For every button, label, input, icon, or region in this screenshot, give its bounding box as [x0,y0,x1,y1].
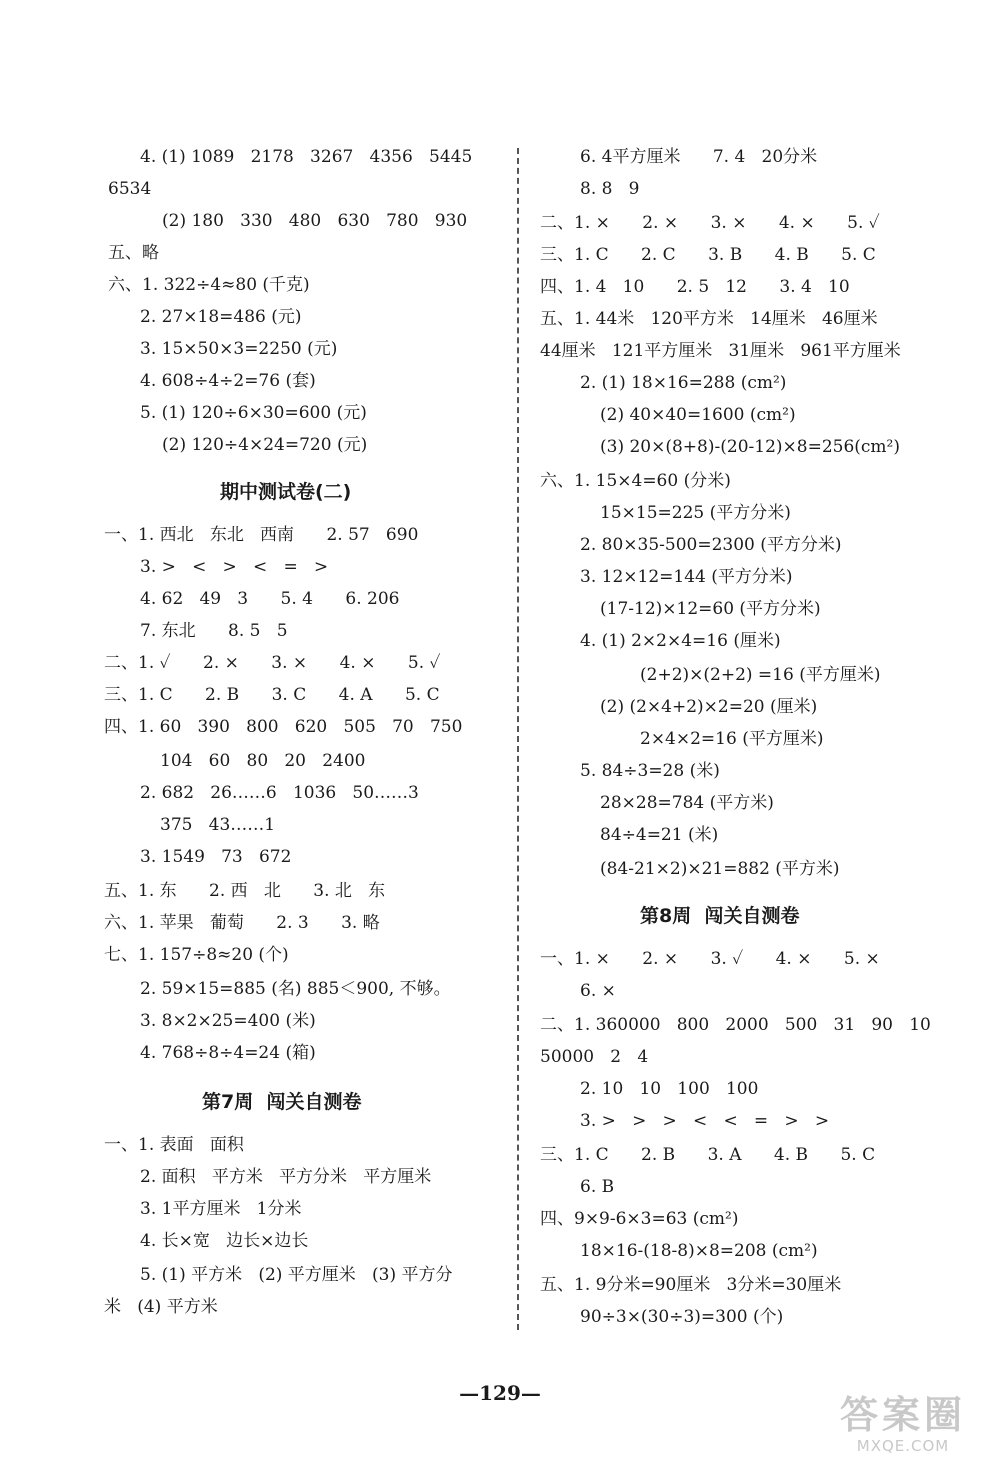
answer-line: 四、1. 60 390 800 620 505 70 750 [104,717,463,737]
answer-line: (84-21×2)×21=882 (平方米) [600,859,840,879]
answer-line: (2+2)×(2+2) =16 (平方厘米) [640,665,881,685]
answer-line: 六、1. 15×4=60 (分米) [540,471,731,491]
answer-line: 五、1. 东 2. 西 北 3. 北 东 [104,881,386,901]
answer-line: 6. × [580,981,616,1001]
answer-line: 一、1. 表面 面积 [104,1135,244,1155]
answer-line: 6. B [580,1177,615,1197]
answer-line: 三、1. C 2. B 3. C 4. A 5. C [104,685,440,705]
answer-line: (2) 120÷4×24=720 (元) [162,435,368,455]
answer-line: 3. 1平方厘米 1分米 [140,1199,302,1219]
section-heading: 期中测试卷(二) [220,481,352,503]
answer-line: 2. 80×35-500=2300 (平方分米) [580,535,842,555]
answer-line: 4. (1) 1089 2178 3267 4356 5445 [140,147,473,167]
answer-line: 104 60 80 20 2400 [160,751,366,771]
answer-line: 米 (4) 平方米 [104,1297,218,1317]
answer-line: 4. 608÷4÷2=76 (套) [140,371,316,391]
answer-line: (2) 40×40=1600 (cm²) [600,405,796,425]
answer-line: 4. 768÷8÷4=24 (箱) [140,1043,316,1063]
answer-line: 28×28=784 (平方米) [600,793,774,813]
answer-line: 5. (1) 120÷6×30=600 (元) [140,403,367,423]
answer-line: 二、1. 360000 800 2000 500 31 90 10 [540,1015,931,1035]
answer-line: 2. 10 10 100 100 [580,1079,759,1099]
answer-line: 三、1. C 2. C 3. B 4. B 5. C [540,245,876,265]
answer-line: (2) 180 330 480 630 780 930 [162,211,468,231]
answer-line: 二、1. × 2. × 3. × 4. × 5. ✓ [540,213,880,233]
answer-line: 2. 682 26……6 1036 50……3 [140,783,419,803]
answer-line: 一、1. × 2. × 3. ✓ 4. × 5. × [540,949,880,969]
answer-line: 七、1. 157÷8≈20 (个) [104,945,289,965]
answer-line: 五、1. 9分米=90厘米 3分米=30厘米 [540,1275,842,1295]
answer-line: 五、1. 44米 120平方米 14厘米 46厘米 [540,309,878,329]
answer-line: 4. 62 49 3 5. 4 6. 206 [140,589,400,609]
answer-line: 44厘米 121平方厘米 31厘米 961平方厘米 [540,341,901,361]
answer-line: 四、1. 4 10 2. 5 12 3. 4 10 [540,277,850,297]
answer-line: 375 43……1 [160,815,276,835]
answer-line: 3. 8×2×25=400 (米) [140,1011,316,1031]
answer-line: 90÷3×(30÷3)=300 (个) [580,1307,784,1327]
answer-line: 六、1. 苹果 葡萄 2. 3 3. 略 [104,913,380,933]
answer-line: (3) 20×(8+8)-(20-12)×8=256(cm²) [600,437,900,457]
answer-line: 6. 4平方厘米 7. 4 20分米 [580,147,818,167]
answer-line: 2×4×2=16 (平方厘米) [640,729,824,749]
page-number: —129— [459,1381,541,1405]
column-divider [517,148,519,1330]
answer-line: 8. 8 9 [580,179,640,199]
answer-line: (2) (2×4+2)×2=20 (厘米) [600,697,818,717]
answer-line: 三、1. C 2. B 3. A 4. B 5. C [540,1145,876,1165]
watermark-domain: MXQE.COM [856,1437,950,1455]
answer-line: 2. 27×18=486 (元) [140,307,302,327]
answer-line: 15×15=225 (平方分米) [600,503,791,523]
answer-line: 3. 15×50×3=2250 (元) [140,339,338,359]
answer-line: 2. (1) 18×16=288 (cm²) [580,373,787,393]
answer-line: 3. > < > < = > [140,557,329,577]
answer-line: 五、略 [108,243,159,263]
answer-line: 6534 [108,179,152,199]
answer-line: 二、1. ✓ 2. × 3. × 4. × 5. ✓ [104,653,441,673]
answer-line: 7. 东北 8. 5 5 [140,621,288,641]
answer-line: 4. 长×宽 边长×边长 [140,1231,309,1251]
answer-line: 一、1. 西北 东北 西南 2. 57 690 [104,525,419,545]
answer-line: 18×16-(18-8)×8=208 (cm²) [580,1241,818,1261]
answer-line: 3. > > > < < = > > [580,1111,830,1131]
answer-line: 2. 59×15=885 (名) 885＜900, 不够。 [140,979,451,999]
answer-line: (17-12)×12=60 (平方分米) [600,599,821,619]
answer-line: 2. 面积 平方米 平方分米 平方厘米 [140,1167,432,1187]
answer-line: 六、1. 322÷4≈80 (千克) [108,275,310,295]
watermark-text: 答案圈 [839,1393,966,1437]
answer-line: 50000 2 4 [540,1047,649,1067]
section-heading: 第7周 闯关自测卷 [202,1091,362,1113]
section-heading: 第8周 闯关自测卷 [640,905,800,927]
answer-line: 4. (1) 2×2×4=16 (厘米) [580,631,781,651]
answer-line: 四、9×9-6×3=63 (cm²) [540,1209,739,1229]
answer-line: 3. 12×12=144 (平方分米) [580,567,793,587]
answer-line: 84÷4=21 (米) [600,825,719,845]
answer-line: 5. (1) 平方米 (2) 平方厘米 (3) 平方分 [140,1265,453,1285]
answer-line: 5. 84÷3=28 (米) [580,761,720,781]
answer-line: 3. 1549 73 672 [140,847,292,867]
watermark-logo [828,1393,978,1465]
